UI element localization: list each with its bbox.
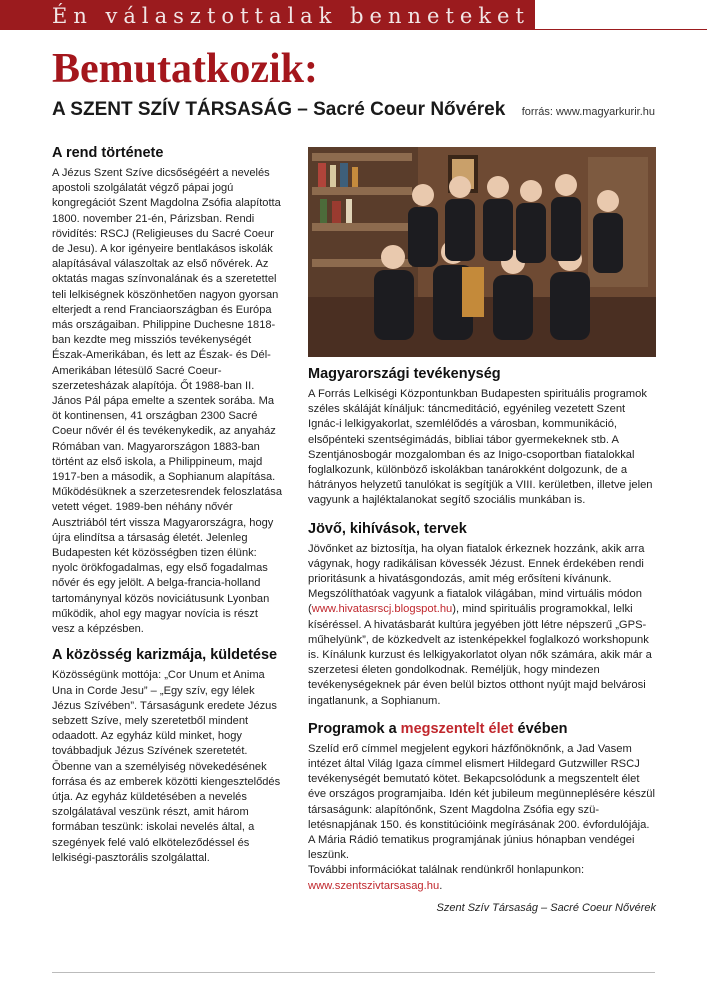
blog-link[interactable]: www.hivatasrscj.blogspot.hu [311,603,453,616]
footer-rule [52,972,655,973]
history-text: A Jézus Szent Szíve dicsőségéért a nevelés apostoli szolgálatát végző pápai jogú kongregációt Szent Magdolna Zsófia alapította 1800. november 21-én, Párizsban. Rendi rövidítés: RSCJ (Religieuses du Sacré Coeur de Jesu). A kor igényeire bentlakásos iskolák alapításával válaszoltak az első nővérek. Az oktatás magas színvonalának és a szeretettel teli lelkiségnek köszönhetően nagyon gyorsan elterjedt a rend Franciaországban és Európa más országaiban. Philippine Duchesne 1818-ban kezdte meg missziós tevékenységét Észak-Amerikában, és lett az Észak- és Dél-Amerikában létesülő Sacré Coeurszerzetesházak alapítója. Őt 1988-ban II. János Pál pápa emelte a szentek sorába. Ma öt kontinensen, 41 országban 2300 Sacré Coeur nővér él és tevékenykedik, az anyaház Rómában van. Magyarországon 1883-ban történt az első iskola, a Philippineum, majd 1917-ben a második, a Sophianum alapítása. Működésüknek a szerzetesrendek feloszlatása vetett véget. 1989-ben néhány nővér Ausztriából tért vissza Magyarországra, hogy újra elindítsa a társaság életét. Jelenleg Budapesten két közösségben tizen élünk: nyolc örökfogadalmas, egy első fogadalmas nővér és egy jelölt. A belga-francia-holland tartománynyal közös noviciátusunk Lyonban működik, ahol egy magyar novícia is részt vesz a képzésben. [52,167,283,636]
website-link[interactable]: www.szentszivtarsasag.hu [308,879,440,892]
future-text-part1: Jövőnket az biztosítja, ha olyan fiatalok érkeznek hozzánk, akik arra vágynak, hogy radikálisan kövessék Jézust. Ennek érdekében rendi prioritásunk a hivatásgondozás, amit még erősíteni kívánunk. Megszólíthatóak vagyunk a fiatalok világában, mind virtuális módon ( [308,542,645,616]
signature: Szent Szív Társaság – Sacré Coeur Nővérek [436,901,656,914]
page-subtitle: A SZENT SZÍV TÁRSASÁG – Sacré Coeur Nővérek [52,99,506,120]
charism-text: Közösségünk mottója: „Cor Unum et Anima Una in Corde Jesu” – „Egy szív, egy lélek Jézus Szívében”. Társaságunk eredete Jézus sebzett Szíve, mely szeretetből mindent odaadott. Az egyház küld minket, hogy továbbadjuk Jézus Szívének szeretetét. Ōbenne van a személyiség növekedésének forrása és az emberek közötti kiengesztelődés útja. Az egyház küldetésében a nevelés szolgálatával veszünk részt, amit három formában teszünk: iskolai nevelés által, a szegények felé való elköteleződéssel és lelkiségi-pasztorális szolgálattal. [52,669,281,864]
group-photo-icon [308,147,656,357]
source-note: forrás: www.magyarkurir.hu [521,106,655,118]
programs-heading-highlight: megszentelt élet [400,720,514,737]
future-text [308,542,656,709]
header-rule [535,29,707,30]
future-text-part2: ), mind spirituális programokkal, lelki kíséréssel. A hivatásbarát kultúra jegyében jött létre népszerű „GPS-műhelyünk”, de közkedvelt az istenképekkel foglalkozó workshopunk is. Kínálunk kurzust és lelkigyakorlatot olyan nők számára, akik már a szerzetesi életen gondolkodnak. Reméljük, hogy mindezen tevékenységeknek pár éven belül biztos otthont nyújt majd belvárosi ingatlanunk, a Sophianum. [308,603,652,707]
right-column [308,147,656,914]
left-column [52,145,282,866]
hungary-text: A Forrás Lelkiségi Központunkban Budapesten spirituális programok széles skáláját kínáljuk: táncmeditáció, egyénileg vezetett Szent Ignác-i lelkigyakorlat, szemlélődés a városban, kommunikáció, elsőpénteki szentségimádás, bibliai tábor gyermekeknek stb. A Szentjánosbogár mozgalomban és az Inigo-csoportban fiatalokkal foglalkozunk, különböző iskolákban tanárokként dolgozunk, de a hátrányos helyzetű tanulókat is segítjük a VIII. kerületben, illetve jelen vagyunk a hajléktalanokat segítő szociális munkában is. [308,388,653,507]
programs-heading-pre: Programok a [308,720,401,737]
programs-heading-post: évében [513,720,568,737]
programs-text: Szelíd erő címmel megjelent egykori házfőnöknőnk, a Jad Vasem intézet által Világ Igaza címmel elismert Hildegard Gutzwiller RSCJ tevékenységét bemutató kötet. Bekapcsolódunk a megszentelt élet éve országos programjaiba. Idén két jubileum megünneplésére készül társaságunk: alapítónőnk, Szent Magdolna Zsófia egy születésnapjának 150. és konstitúcióink megírásának 200. évfordulójája. A Mária Rádió tematikus programjának június hónapban vendégei leszünk. [308,742,656,862]
hungary-heading: Magyarországi tevékenység [308,366,501,382]
header-band-text: Én választottalak benneteket [52,4,530,28]
website-line [308,879,656,894]
charism-heading: A közösség karizmája, küldetése [52,647,278,664]
programs-heading [308,721,656,737]
page-title: Bemutatkozik: [52,46,318,92]
history-heading: A rend története [52,145,164,161]
header-band [0,0,535,30]
future-heading: Jövő, kihívások, tervek [308,520,467,537]
website-suffix: . [439,879,443,892]
more-info-text: További információkat találnak rendünkről honlapunkon: [308,864,585,877]
